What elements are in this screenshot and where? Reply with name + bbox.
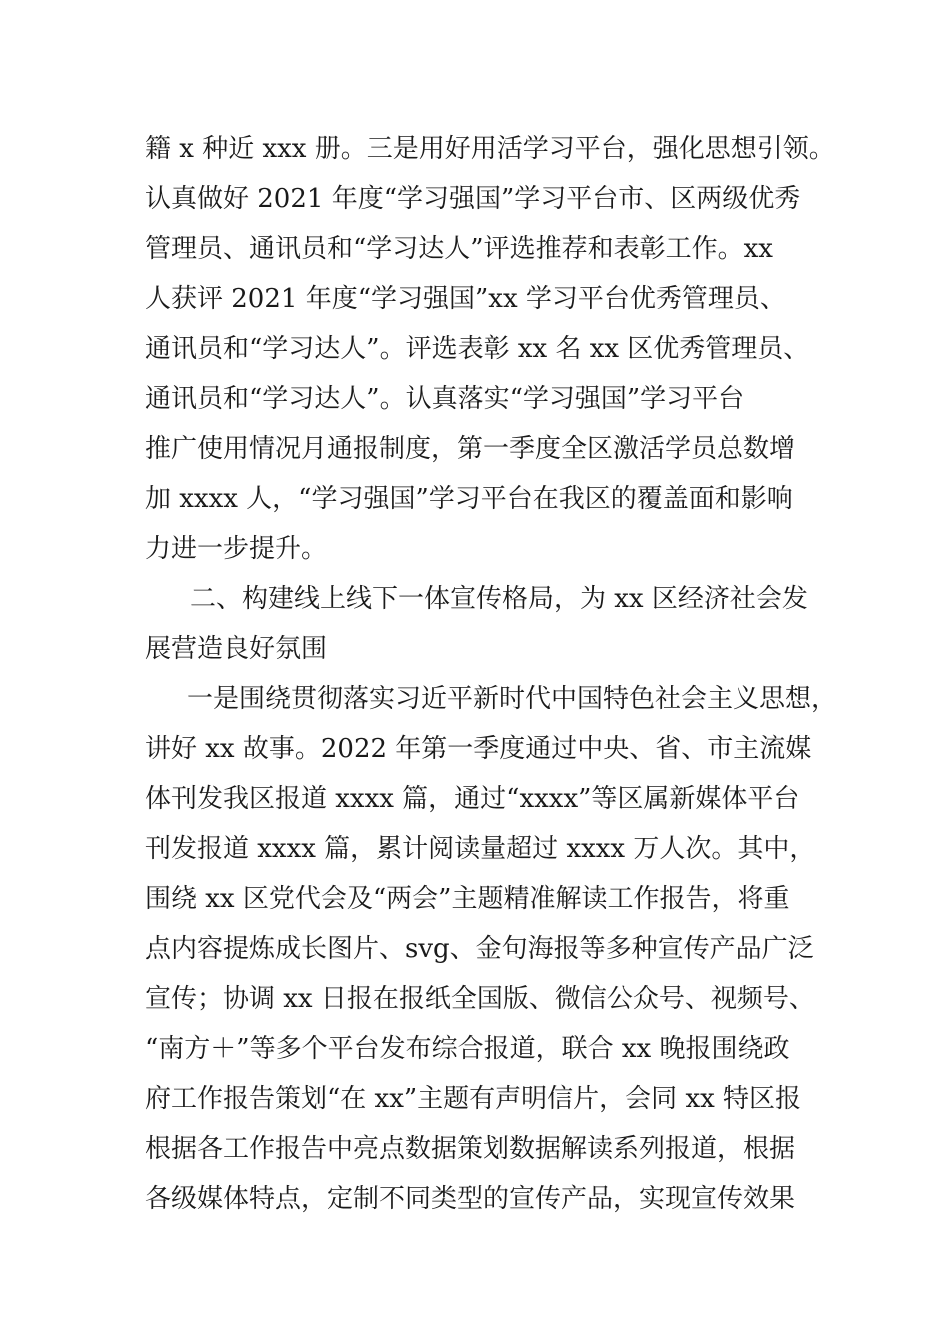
text-line-12: 一是围绕贯彻落实习近平新时代中国特色社会主义思想， [187,684,838,714]
text-line-15: 刊发报道 xxxx 篇，累计阅读量超过 xxxx 万人次。其中， [145,834,816,864]
text-line-5: 通讯员和“学习达人”。评选表彰 xx 名 xx 区优秀管理员、 [145,334,810,364]
section-heading-line-2: 展营造良好氛围 [145,634,328,664]
text-line-18: 宣传；协调 xx 日报在报纸全国版、微信公众号、视频号、 [145,984,815,1014]
text-line-3: 管理员、通讯员和“学习达人”评选推荐和表彰工作。xx [145,234,773,264]
text-line-6: 通讯员和“学习达人”。认真落实“学习强国”学习平台 [145,384,745,414]
text-line-4: 人获评 2021 年度“学习强国”xx 学习平台优秀管理员、 [145,284,786,314]
text-line-2: 认真做好 2021 年度“学习强国”学习平台市、区两级优秀 [145,184,801,214]
text-line-7: 推广使用情况月通报制度，第一季度全区激活学员总数增 [145,434,796,464]
text-line-14: 体刊发我区报道 xxxx 篇，通过“xxxx”等区属新媒体平台 [145,784,800,814]
section-heading-line-1: 二、构建线上线下一体宣传格局，为 xx 区经济社会发 [190,584,808,614]
text-line-22: 各级媒体特点，定制不同类型的宣传产品，实现宣传效果 [145,1184,796,1214]
text-line-20: 府工作报告策划“在 xx”主题有声明信片，会同 xx 特区报 [145,1084,802,1114]
text-line-13: 讲好 xx 故事。2022 年第一季度通过中央、省、市主流媒 [145,734,812,764]
text-line-9: 力进一步提升。 [145,534,328,564]
text-line-19: “南方＋”等多个平台发布综合报道，联合 xx 晚报围绕政 [145,1034,790,1064]
text-line-21: 根据各工作报告中亮点数据策划数据解读系列报道，根据 [145,1134,796,1164]
text-line-1: 籍 x 种近 xxx 册。三是用好用活学习平台，强化思想引领。 [145,134,835,164]
text-line-8: 加 xxxx 人，“学习强国”学习平台在我区的覆盖面和影响 [145,484,793,514]
text-line-16: 围绕 xx 区党代会及“两会”主题精准解读工作报告，将重 [145,884,790,914]
text-line-17: 点内容提炼成长图片、svg、金句海报等多种宣传产品广泛 [145,934,814,964]
